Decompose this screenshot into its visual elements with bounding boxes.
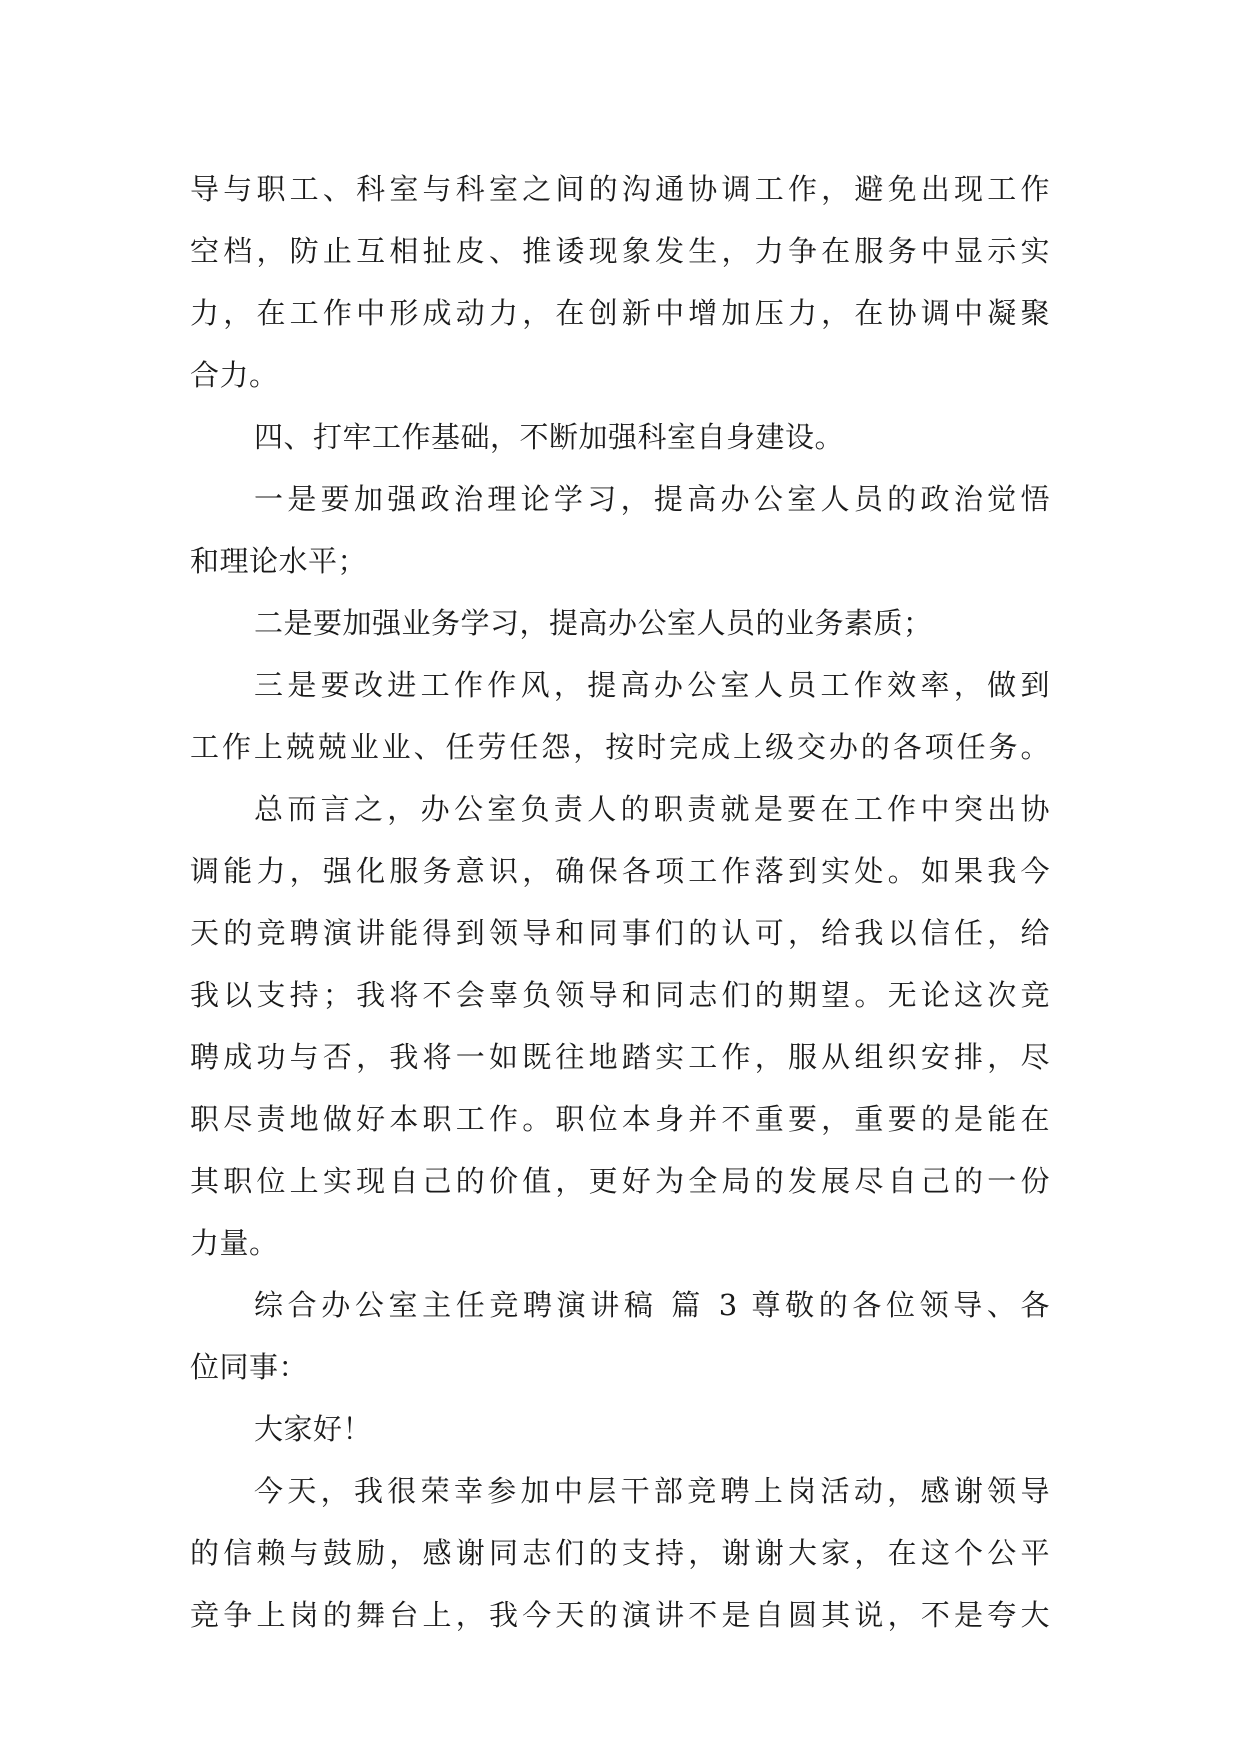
speech-title-line: 综合办公室主任竞聘演讲稿 篇 3 尊敬的各位领导、各 [254,1288,1050,1322]
text-line: 职尽责地做好本职工作。职位本身并不重要，重要的是能在 [190,1102,1050,1136]
text-line: 导与职工、科室与科室之间的沟通协调工作，避免出现工作 [190,172,1050,206]
text-line: 和理论水平； [190,544,368,578]
text-line: 的信赖与鼓励，感谢同志们的支持，谢谢大家，在这个公平 [190,1536,1050,1570]
text-line: 位同事： [190,1350,309,1384]
text-line: 竞争上岗的舞台上，我今天的演讲不是自圆其说，不是夸大 [190,1598,1050,1632]
text-line: 二是要加强业务学习，提高办公室人员的业务素质； [254,606,933,640]
section-heading: 四、打牢工作基础，不断加强科室自身建设。 [254,420,845,454]
text-line: 天的竞聘演讲能得到领导和同事们的认可，给我以信任，给 [190,916,1050,950]
text-line: 今天，我很荣幸参加中层干部竞聘上岗活动，感谢领导 [254,1474,1050,1508]
document-body [190,158,1050,1646]
text-line: 工作上兢兢业业、任劳任怨，按时完成上级交办的各项任务。 [190,730,1050,764]
text-line: 力，在工作中形成动力，在创新中增加压力，在协调中凝聚 [190,296,1050,330]
text-line: 空档，防止互相扯皮、推诿现象发生，力争在服务中显示实 [190,234,1050,268]
text-line: 三是要改进工作作风，提高办公室人员工作效率，做到 [254,668,1050,702]
text-line: 一是要加强政治理论学习，提高办公室人员的政治觉悟 [254,482,1050,516]
text-line: 合力。 [190,358,279,392]
text-line: 力量。 [190,1226,279,1260]
text-line: 调能力，强化服务意识，确保各项工作落到实处。如果我今 [190,854,1050,888]
text-line: 聘成功与否，我将一如既往地踏实工作，服从组织安排，尽 [190,1040,1050,1074]
text-line: 我以支持；我将不会辜负领导和同志们的期望。无论这次竞 [190,978,1050,1012]
text-line: 总而言之，办公室负责人的职责就是要在工作中突出协 [254,792,1050,826]
greeting-line: 大家好！ [254,1412,373,1446]
text-line: 其职位上实现自己的价值，更好为全局的发展尽自己的一份 [190,1164,1050,1198]
